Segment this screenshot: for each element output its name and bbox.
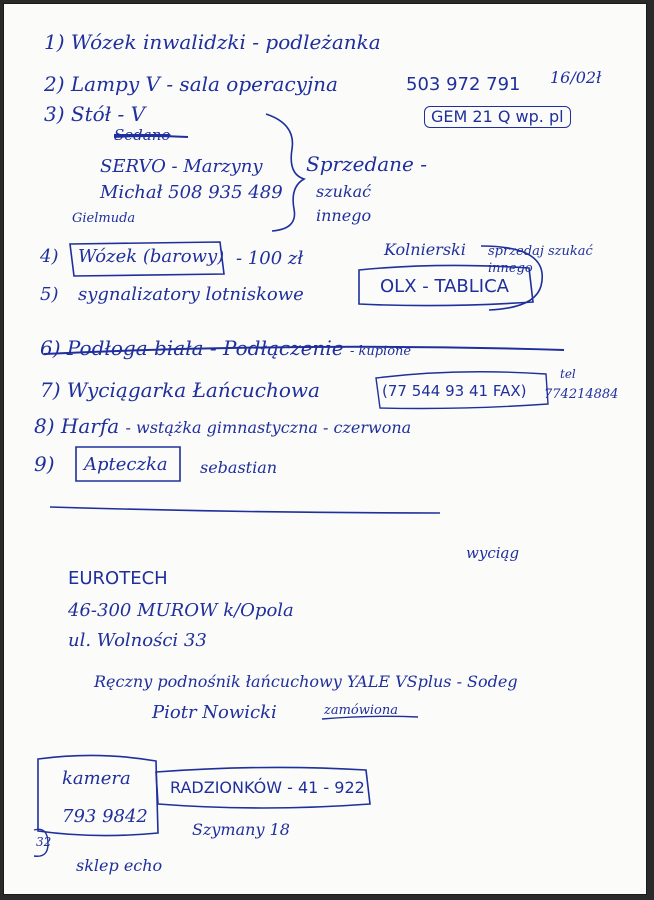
item-8-text: Harfa	[60, 414, 120, 438]
item-1-num: 1)	[44, 30, 65, 54]
stol-gielmuda: Gielmuda	[72, 211, 136, 226]
pen-strokes	[4, 4, 646, 894]
item-6	[40, 338, 411, 358]
stol-innego: innego	[316, 206, 372, 225]
item-2-num: 2)	[44, 72, 65, 96]
item-7-phone: (77 544 93 41 FAX)	[382, 382, 527, 400]
bracket-item-3	[266, 114, 304, 231]
spredaj-note: sprzedaj szukać innego	[488, 244, 593, 276]
item-6-text: Podłoga biała - Podłączenie	[66, 336, 344, 360]
item-4-price: - 100 zł	[236, 248, 304, 269]
item-9-suffix: sebastian	[200, 458, 278, 477]
item-7-tel: 774214884	[544, 387, 619, 402]
item-3-text: Stół - V	[70, 102, 146, 126]
stol-michal: Michał 508 935 489	[100, 182, 283, 203]
item-3	[44, 104, 145, 124]
item-5-num: 5)	[40, 284, 59, 305]
szymany-note: Szymany 18	[192, 820, 290, 839]
item-8-num: 8)	[34, 414, 55, 438]
item-4-text: Wózek (barowy)	[78, 246, 225, 267]
item-7-tel-label: tel	[560, 367, 576, 381]
camera-label: kamera	[62, 768, 131, 789]
item-7-num: 7)	[40, 378, 61, 402]
person-name: Piotr Nowicki	[152, 702, 277, 723]
item-9-num: 9)	[34, 452, 55, 476]
item-2-text: Lampy V - sala operacyjna	[70, 72, 338, 96]
address-street: ul. Wolności 33	[68, 630, 207, 651]
item-8	[34, 416, 411, 436]
stol-servo: SERVO - Marzyny	[100, 156, 263, 177]
item-1-text: Wózek inwalidzki - podleżanka	[70, 30, 381, 54]
stol-szukac: szukać	[316, 182, 372, 201]
item-2	[44, 74, 338, 94]
underline-szymany	[190, 840, 290, 844]
item-4-num: 4)	[40, 246, 59, 267]
stol-sedan: Sedano	[114, 126, 171, 144]
item-7	[40, 380, 320, 400]
divider-line	[50, 507, 440, 513]
wyciag-note: wyciąg	[466, 544, 520, 562]
item-2-phone: 503 972 791	[406, 74, 521, 95]
kolnierski-note: Kolnierski	[384, 240, 466, 259]
item-3-num: 3)	[44, 102, 65, 126]
item-8-suffix: - wstążka gimnastyczna - czerwona	[125, 418, 412, 437]
address-city: 46-300 MUROW k/Opola	[68, 600, 294, 621]
hoist-note: Ręczny podnośnik łańcuchowy YALE VSplus - Sodeg	[94, 672, 518, 691]
item-3-note-right: GEM 21 Q wp. pl	[424, 106, 571, 128]
item-1	[44, 32, 381, 52]
handwritten-note-page	[4, 4, 646, 894]
item-5-text: sygnalizatory lotniskowe	[78, 284, 304, 305]
num-32: 32	[36, 835, 52, 849]
item-7-text: Wyciągarka Łańcuchowa	[66, 378, 320, 402]
radzionkow-note: RADZIONKÓW - 41 - 922	[170, 778, 365, 797]
item-2-price: 16/02ł	[550, 68, 602, 87]
ordered-note: zamówiona	[324, 703, 398, 718]
stol-spredane: Sprzedane -	[306, 152, 427, 176]
item-6-num: 6)	[40, 336, 61, 360]
item-6-suffix: - kupione	[349, 344, 412, 359]
camera-phone: 793 9842	[62, 806, 148, 827]
address-company: EUROTECH	[68, 568, 168, 589]
olx-tablica: OLX - TABLICA	[380, 276, 509, 297]
item-9-text: Apteczka	[84, 454, 168, 475]
shop-note: sklep echo	[76, 856, 163, 875]
